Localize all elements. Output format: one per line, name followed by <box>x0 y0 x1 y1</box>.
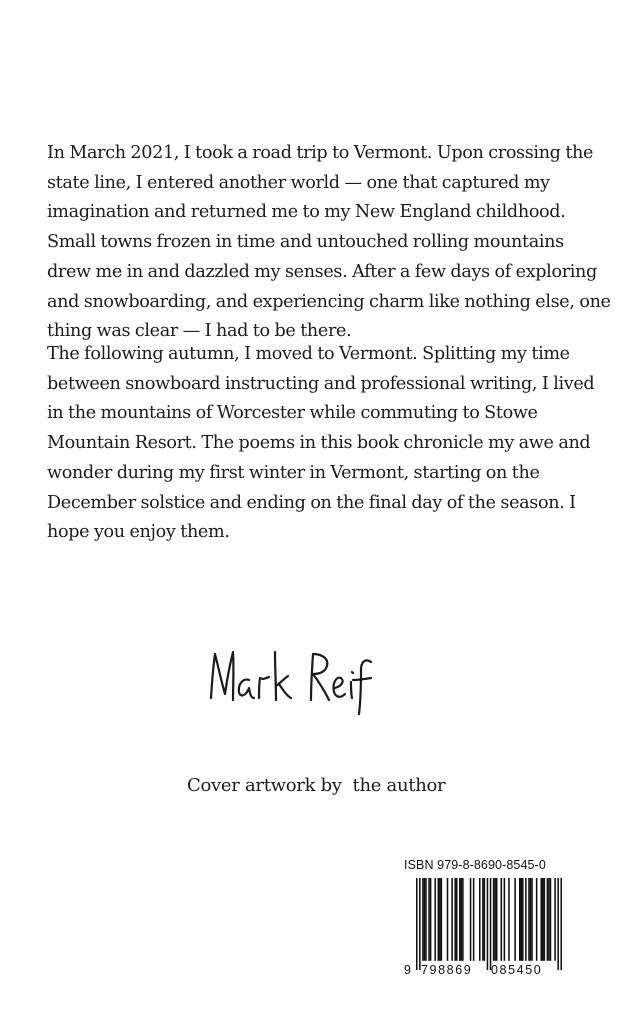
barcode-bar <box>425 878 427 961</box>
barcode-bar <box>560 878 562 970</box>
blurb-line: between snowboard instructing and professional writing, I lived <box>47 373 595 394</box>
barcode-bars <box>416 878 562 970</box>
blurb-line: in the mountains of Worcester while commuting to Stowe <box>47 403 538 424</box>
barcode-bar <box>514 878 516 961</box>
barcode-bar <box>487 878 489 970</box>
blurb-line: and snowboarding, and experiencing charm like nothing else, one <box>47 291 611 312</box>
barcode-bar <box>528 878 530 961</box>
barcode-bar <box>522 878 524 961</box>
barcode-bar <box>439 878 441 961</box>
blurb-paragraph-2 <box>47 340 607 548</box>
barcode-bar <box>542 878 544 961</box>
barcode-bar <box>454 878 456 961</box>
barcode-bar <box>416 878 418 970</box>
barcode-bar <box>441 878 443 961</box>
blurb-line: thing was clear — I had to be there. <box>47 321 352 342</box>
barcode-bar <box>428 878 430 961</box>
barcode-bar <box>459 878 461 961</box>
barcode-bar <box>473 878 475 961</box>
barcode-bar <box>482 878 484 961</box>
blurb-line: imagination and returned me to my New England childhood. <box>47 202 566 223</box>
blurb-line: In March 2021, I took a road trip to Vermont. Upon crossing the <box>47 143 594 163</box>
barcode-bar <box>422 878 424 961</box>
barcode-bar <box>504 878 506 961</box>
blurb-line: drew me in and dazzled my senses. After a few days of exploring <box>47 261 597 282</box>
barcode-bar <box>548 878 550 961</box>
barcode-bar <box>547 878 549 961</box>
barcode-bar <box>470 878 472 961</box>
barcode-bar <box>521 878 523 961</box>
barcode-bar <box>508 878 510 961</box>
barcode-bar <box>430 878 432 961</box>
barcode-bar <box>494 878 496 961</box>
isbn-barcode-block <box>404 858 564 988</box>
barcode-bar <box>550 878 552 961</box>
barcode-bar <box>519 878 521 961</box>
barcode-bar <box>424 878 426 961</box>
barcode-bar <box>557 878 559 970</box>
barcode-left-digits: 798869 <box>421 963 473 977</box>
blurb-line: The following autumn, I moved to Vermont. Splitting my time <box>47 344 570 364</box>
barcode-bar <box>484 878 486 961</box>
cover-art-credit: Cover artwork by the author <box>187 775 446 796</box>
barcode-bar <box>461 878 463 961</box>
blurb-line: state line, I entered another world — one that captured my <box>47 172 550 193</box>
blurb-line: Small towns frozen in time and untouched rolling mountains <box>47 232 564 253</box>
barcode-bar <box>525 878 527 961</box>
barcode-bar <box>490 878 492 970</box>
barcode-bar <box>554 878 556 961</box>
blurb-paragraph-1 <box>47 139 611 347</box>
blurb-line: hope you enjoy them. <box>47 522 230 543</box>
barcode-bar <box>479 878 481 961</box>
blurb-line: wonder during my first winter in Vermont, starting on the <box>47 462 540 483</box>
barcode-bar <box>438 878 440 961</box>
barcode-bar <box>493 878 495 961</box>
barcode-bar <box>456 878 458 961</box>
author-signature <box>203 640 383 720</box>
barcode-bar <box>536 878 538 961</box>
isbn-label: ISBN 979-8-8690-8545-0 <box>404 858 546 872</box>
barcode-right-digits: 085450 <box>491 963 543 977</box>
barcode-lead-digit: 9 <box>404 963 411 977</box>
barcode-bar <box>462 878 464 961</box>
barcode-bar <box>530 878 532 961</box>
barcode-bar <box>419 878 421 970</box>
blurb-line: Mountain Resort. The poems in this book chronicle my awe and <box>47 433 591 454</box>
barcode-bar <box>451 878 453 961</box>
barcode-bar <box>540 878 542 961</box>
barcode-bar <box>434 878 436 961</box>
blurb-line: December solstice and ending on the final day of the season. I <box>47 492 576 513</box>
barcode-bar <box>544 878 546 961</box>
barcode-bar <box>501 878 503 961</box>
barcode-bar <box>496 878 498 961</box>
barcode-bar <box>447 878 449 961</box>
barcode-bar <box>531 878 533 961</box>
